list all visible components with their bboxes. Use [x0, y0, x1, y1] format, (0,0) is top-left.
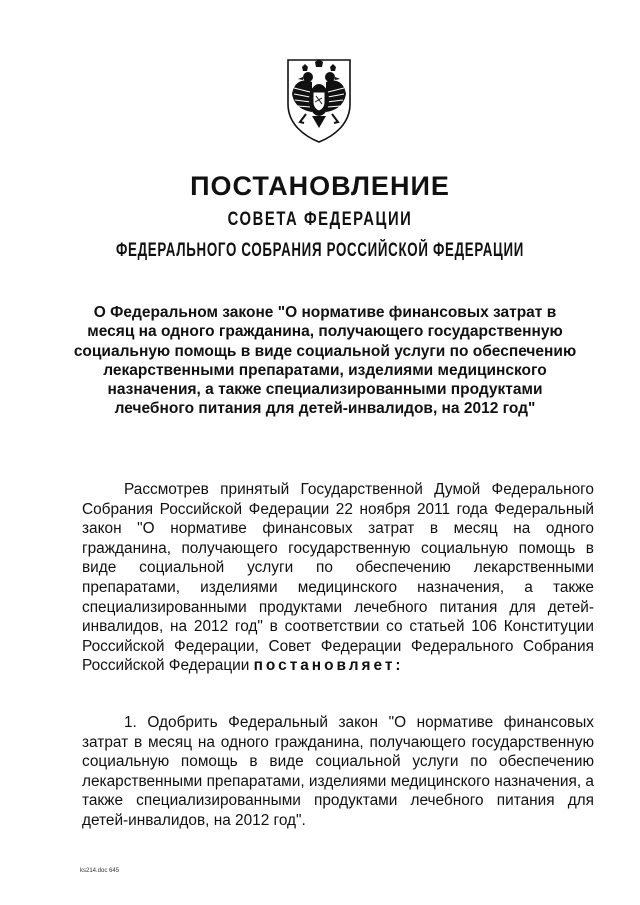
paragraph-2-text: 1. Одобрить Федеральный закон "О нормативе финансовых затрат в месяц на одного гражданина, получающего государственную социальную помощь в виде социальной услуги по обеспечению лекарственными препаратами, изделиями медицинского назначения, а также специализированными продуктами лечебного питания для детей-инвалидов, на 2012 год". [82, 714, 594, 829]
paragraph-1-text: Рассмотрев принятый Государственной Думой Федерального Собрания Российской Федерации 22 ноября 2011 года Федеральный закон "О нормативе финансовых затрат в месяц на одного гражданина, получающего государственную социальную помощь в виде социальной услуги по обеспечению лекарственными препаратами, изделиями медицинского назначения, а также специализированными продуктами лечебного питания для детей-инвалидов, на 2012 год" в соответствии со статьей 106 Конституции Российской Федерации, Совет Федерации Федерального Собрания Российской Федерации [82, 481, 594, 675]
body-paragraph-2 [82, 713, 594, 831]
issuer-line-council: СОВЕТА ФЕДЕРАЦИИ [227, 209, 413, 230]
document-subject: О Федеральном законе "О нормативе финансовых затрат в месяц на одного гражданина, получающего государственную социальную помощь в виде социальной услуги по обеспечению лекарственными препаратами, изделиями медицинского назначения, а также специализированными продуктами лечебного питания для детей-инвалидов, на 2012 год" [73, 304, 577, 418]
document-code: ks214.doc 645 [80, 868, 120, 874]
resolves-word: постановляет: [253, 657, 404, 675]
issuer-line-assembly: ФЕДЕРАЛЬНОГО СОБРАНИЯ РОССИЙСКОЙ ФЕДЕРАЦИИ [116, 240, 524, 261]
body-paragraph-1 [82, 480, 594, 676]
document-title: ПОСТАНОВЛЕНИЕ [190, 171, 450, 201]
russian-coat-of-arms-icon [282, 56, 356, 144]
